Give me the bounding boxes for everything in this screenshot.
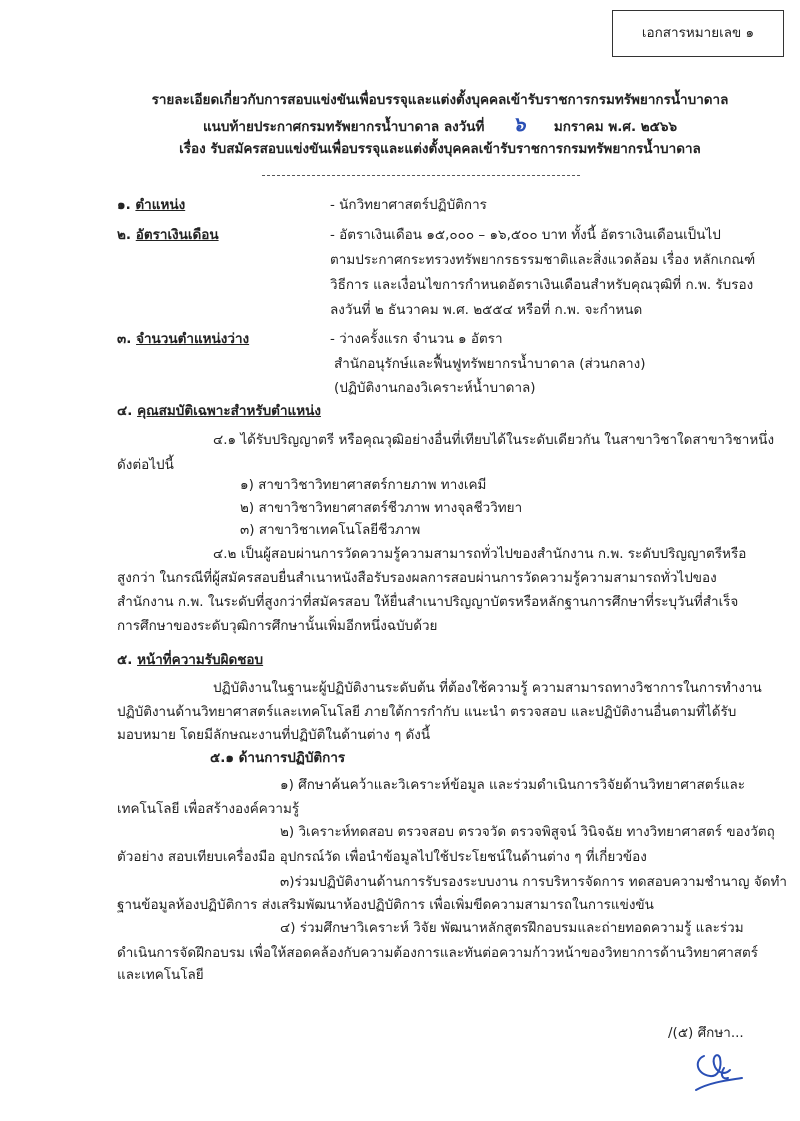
qualification-item: ๓) สาขาวิชาเทคโนโลยีชีวภาพ xyxy=(240,522,421,538)
qualification-item: ๑) สาขาวิชาวิทยาศาสตร์กายภาพ ทางเคมี xyxy=(240,477,487,493)
section-4-2-line: สำนักงาน ก.พ. ในระดับที่สูงกว่าที่สมัครสอบ ให้ยื่นสำเนาปริญญาบัตรหรือหลักฐานการศึกษาที่ระบุวันที่สำเร็จ xyxy=(117,594,739,610)
duty-line: ฐานข้อมูลห้องปฏิบัติการ ส่งเสริมพัฒนาห้องปฏิบัติการ เพื่อเพิ่มขีดความสามารถในการแข่งขัน xyxy=(117,897,654,913)
document-number-box: เอกสารหมายเลข ๑ xyxy=(612,10,784,57)
section-4-1-line: ๔.๑ ได้รับปริญญาตรี หรือคุณวุฒิอย่างอื่นที่เทียบได้ในระดับเดียวกัน ในสาขาวิชาใดสาขาวิชาหนึ่ง xyxy=(213,432,775,448)
section-3-line: - ว่างครั้งแรก จำนวน ๑ อัตรา xyxy=(330,331,503,347)
section-1-heading: ๑. ตำแหน่ง xyxy=(117,197,186,213)
duty-line: ๒) วิเคราะห์ทดสอบ ตรวจสอบ ตรวจวัด ตรวจพิสูจน์ วินิจฉัย ทางวิทยาศาสตร์ ของวัตถุ xyxy=(280,824,775,840)
section-2-line: ลงวันที่ ๒ ธันวาคม พ.ศ. ๒๕๕๔ หรือที่ ก.พ. จะกำหนด xyxy=(330,302,643,318)
section-3-heading: ๓. จำนวนตำแหน่งว่าง xyxy=(117,331,250,347)
section-3-line: สำนักอนุรักษ์และฟื้นฟูทรัพยากรน้ำบาดาล (ส่วนกลาง) xyxy=(334,356,646,372)
duty-line: ตัวอย่าง สอบเทียบเครื่องมือ อุปกรณ์วัด เพื่อนำข้อมูลไปใช้ประโยชน์ในด้านต่าง ๆ ที่เกี่ยวข้อง xyxy=(117,849,647,865)
section-5-para-line: ปฏิบัติงานด้านวิทยาศาสตร์และเทคโนโลยี ภายใต้การกำกับ แนะนำ ตรวจสอบ และปฏิบัติงานอื่นตามที่ได้รับ xyxy=(117,704,737,720)
duty-line: ๑) ศึกษาค้นคว้าและวิเคราะห์ข้อมูล และร่วมดำเนินการวิจัยด้านวิทยาศาสตร์และ xyxy=(280,777,745,793)
section-3-line: (ปฏิบัติงานกองวิเคราะห์น้ำบาดาล) xyxy=(334,380,536,396)
duty-line: เทคโนโลยี เพื่อสร้างองค์ความรู้ xyxy=(117,801,300,817)
header-line-1: รายละเอียดเกี่ยวกับการสอบแข่งขันเพื่อบรรจุและแต่งตั้งบุคคลเข้ารับราชการกรมทรัพยากรน้ำบาดาล xyxy=(151,92,729,108)
section-4-2-line: การศึกษาของระดับวุฒิการศึกษานั้นเพิ่มอีกหนึ่งฉบับด้วย xyxy=(117,618,438,634)
signature-initials xyxy=(690,1050,750,1095)
section-4-heading: ๔. คุณสมบัติเฉพาะสำหรับตำแหน่ง xyxy=(117,403,321,419)
duty-line: และเทคโนโลยี xyxy=(117,967,204,983)
header-line-3: เรื่อง รับสมัครสอบแข่งขันเพื่อบรรจุและแต่งตั้งบุคคลเข้ารับราชการกรมทรัพยากรน้ำบาดาล xyxy=(179,141,701,157)
section-4-1-line: ดังต่อไปนี้ xyxy=(117,457,174,473)
duty-line: ดำเนินการจัดฝึกอบรม เพื่อให้สอดคล้องกับความต้องการและทันต่อความก้าวหน้าของวิทยาการด้านวิทยาศาสตร์ xyxy=(117,945,759,961)
qualification-item: ๒) สาขาวิชาวิทยาศาสตร์ชีวภาพ ทางจุลชีววิทยา xyxy=(240,500,523,516)
dashed-divider xyxy=(262,175,580,176)
section-2-line: ตามประกาศกระทรวงทรัพยากรธรรมชาติและสิ่งแวดล้อม เรื่อง หลักเกณฑ์ xyxy=(330,252,756,268)
section-5-para-line: ปฏิบัติงานในฐานะผู้ปฏิบัติงานระดับต้น ที่ต้องใช้ความรู้ ความสามารถทางวิชาการในการทำงาน xyxy=(213,680,762,696)
header-line-2 xyxy=(0,114,800,137)
section-5-heading: ๕. หน้าที่ความรับผิดชอบ xyxy=(117,652,264,668)
duty-line: ๔) ร่วมศึกษาวิเคราะห์ วิจัย พัฒนาหลักสูตรฝึกอบรมและถ่ายทอดความรู้ และร่วม xyxy=(280,920,744,936)
section-2-line: - อัตราเงินเดือน ๑๕,๐๐๐ – ๑๖,๕๐๐ บาท ทั้งนี้ อัตราเงินเดือนเป็นไป xyxy=(330,227,721,243)
handwritten-day: ๖ xyxy=(512,112,526,136)
section-4-2-line: สูงกว่า ในกรณีที่ผู้สมัครสอบยื่นสำเนาหนังสือรับรองผลการสอบผ่านการวัดความรู้ความสามารถทั่วไปของ xyxy=(117,570,717,586)
section-2-line: วิธีการ และเงื่อนไขการกำหนดอัตราเงินเดือนสำหรับคุณวุฒิที่ ก.พ. รับรอง xyxy=(330,277,754,293)
section-5-1-heading: ๕.๑ ด้านการปฏิบัติการ xyxy=(210,750,346,766)
continuation-note: /(๕) ศึกษา... xyxy=(668,1025,744,1041)
section-1-value: - นักวิทยาศาสตร์ปฏิบัติการ xyxy=(330,197,487,213)
header-line-2-suffix: มกราคม พ.ศ. ๒๕๖๖ xyxy=(553,119,678,135)
section-5-para-line: มอบหมาย โดยมีลักษณะงานที่ปฏิบัติในด้านต่าง ๆ ดังนี้ xyxy=(117,727,431,743)
section-4-2-line: ๔.๒ เป็นผู้สอบผ่านการวัดความรู้ความสามารถทั่วไปของสำนักงาน ก.พ. ระดับปริญญาตรีหรือ xyxy=(213,546,747,562)
section-2-heading: ๒. อัตราเงินเดือน xyxy=(117,227,219,243)
duty-line: ๓)ร่วมปฏิบัติงานด้านการรับรองระบบงาน การบริหารจัดการ ทดสอบความชำนาญ จัดทำ xyxy=(280,874,787,890)
header-line-2-prefix: แนบท้ายประกาศกรมทรัพยากรน้ำบาดาล ลงวันที่ xyxy=(202,119,485,135)
